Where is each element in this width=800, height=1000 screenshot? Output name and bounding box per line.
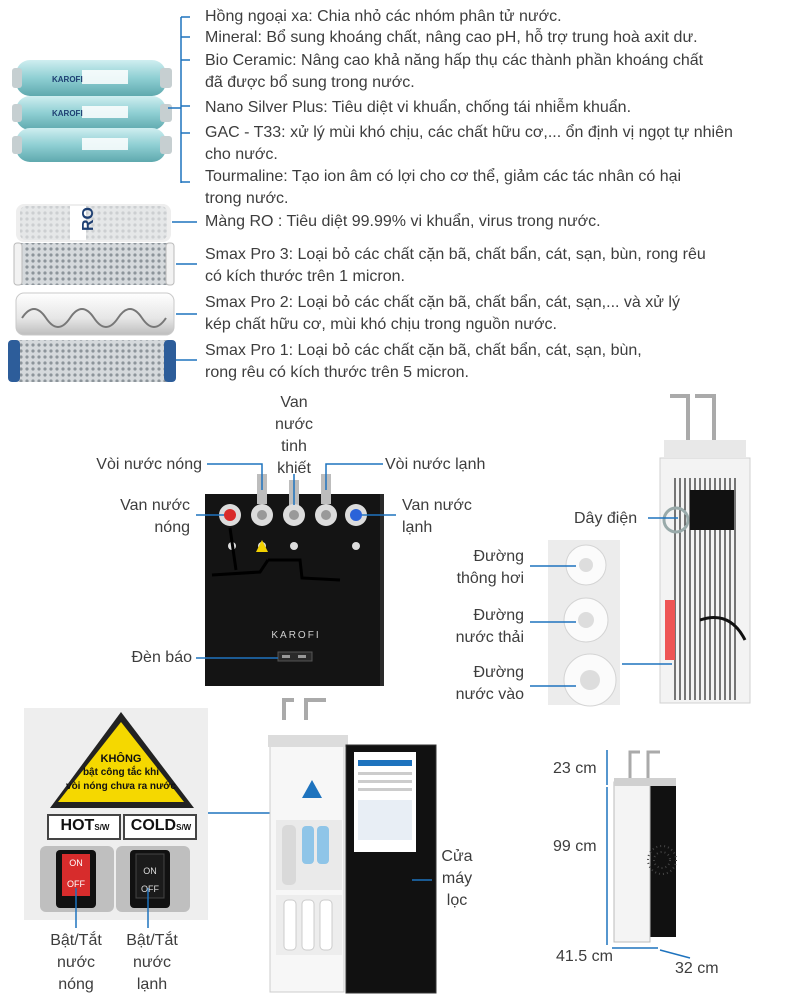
filter-desc-bio-ceramic: Bio Ceramic: Nâng cao khả năng hấp thụ các thành phần khoáng chất đã được bổ sung trong nước. (205, 52, 704, 91)
outlet-closeup (548, 540, 620, 706)
smax-pro-1-cartridge (8, 340, 176, 382)
filter-desc-smax-pro-2: Smax Pro 2: Loại bỏ các chất cặn bã, chất bẩn, cát, sạn,... và xử lý kép chất hữu cơ, mùi khó chịu trong nguồn nước. (205, 294, 680, 333)
filter-desc-nano-silver: Nano Silver Plus: Tiêu diệt vi khuẩn, chống tái nhiễm khuẩn. (205, 99, 632, 116)
hot-switch-on: ON (69, 858, 83, 868)
label-pure-valve: Van nước tinh khiết (274, 394, 314, 477)
label-power-cord: Dây điện (574, 510, 638, 527)
dim-top: 23 cm (553, 760, 597, 777)
filter-desc-smax-pro-3: Smax Pro 3: Loại bỏ các chất cặn bã, chất bẩn, cát, sạn, bùn, rong rêu có kích thước trên 1 micron. (205, 246, 706, 285)
filter-desc-tourmaline: Tourmaline: Tạo ion âm có lợi cho cơ thể, giảm các tác nhân có hại trong nước. (205, 168, 682, 207)
hot-switch-off: OFF (67, 879, 85, 889)
label-vent: Đường thông hơi (456, 548, 524, 587)
cold-switch-title: COLDS/W (130, 817, 192, 834)
dim-height: 99 cm (553, 838, 597, 855)
label-indicator: Đèn báo (131, 649, 192, 666)
filter-desc-mineral: Mineral: Bổ sung khoáng chất, nâng cao pH, hỗ trợ trung hoà axit dư. (205, 29, 698, 46)
open-cabinet (268, 700, 436, 993)
filter-desc-ro-membrane: Màng RO : Tiêu diệt 99.99% vi khuẩn, virus trong nước. (205, 213, 601, 230)
rear-view (660, 396, 750, 703)
hot-switch-title: HOTS/W (60, 817, 110, 834)
dim-depth: 32 cm (675, 960, 719, 977)
label-drain: Đường nước thải (455, 607, 524, 646)
label-hot-switch: Bật/Tắt nước nóng (50, 932, 102, 993)
ro-mark: RO (80, 207, 97, 231)
control-panel (205, 474, 384, 686)
filter-desc-smax-pro-1: Smax Pro 1: Loại bỏ các chất cặn bã, chất bẩn, cát, sạn, bùn, rong rêu có kích thước trên 5 micron. (205, 342, 642, 381)
label-cold-valve: Van nước lạnh (402, 497, 472, 536)
smax-pro-3-cartridge (14, 243, 174, 285)
label-hot-tap: Vòi nước nóng (96, 456, 202, 473)
filter-desc-far-infrared: Hồng ngoại xa: Chia nhỏ các nhóm phân tử nước. (205, 8, 562, 25)
cold-switch-off: OFF (141, 884, 159, 894)
warning-text: KHÔNG bật công tắc khi vòi nóng chưa ra nước (66, 753, 176, 792)
dim-width: 41.5 cm (556, 948, 613, 965)
label-cold-tap: Vòi nước lạnh (385, 456, 486, 473)
cartridge-brand: KAROFI (52, 75, 83, 84)
cold-switch-on: ON (143, 866, 157, 876)
label-cabinet-door: Cửa máy lọc (441, 848, 473, 909)
dimension-figure (614, 752, 676, 942)
label-cold-switch: Bật/Tắt nước lạnh (126, 932, 178, 993)
switch-panel (24, 708, 208, 920)
label-hot-valve: Van nước nóng (120, 497, 190, 536)
cartridge-brand: KAROFI (52, 109, 83, 118)
label-inlet: Đường nước vào (455, 664, 524, 703)
filter-desc-gac-t33: GAC - T33: xử lý mùi khó chịu, các chất hữu cơ,... ổn định vị ngọt tự nhiên cho nước. (205, 124, 733, 163)
mineral-cartridge-stack (12, 60, 172, 162)
panel-brand: KAROFI (271, 630, 321, 641)
smax-pro-2-cartridge (16, 293, 174, 335)
